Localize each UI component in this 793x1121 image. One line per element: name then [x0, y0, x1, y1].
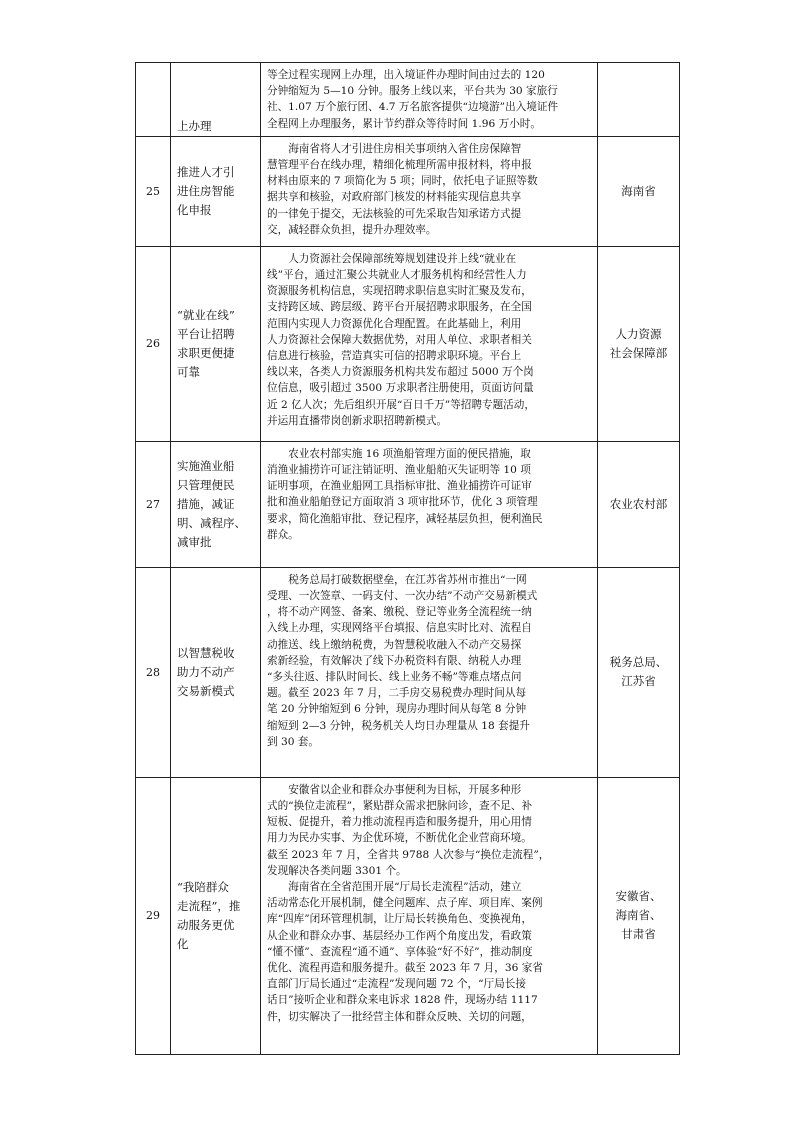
table-row [136, 567, 680, 777]
responsible-unit: 海南省 [621, 183, 656, 198]
item-title: 上办理 [177, 118, 212, 133]
responsible-unit-cell [598, 246, 680, 441]
responsible-unit-cell [598, 136, 680, 246]
description-paragraph: 安徽省以企业和群众办事便利为目标，开展多种形 式的“换位走流程”，紧贴群众需求把脉问诊，查不足、补 短板、促提升，着力推动流程再造和服务提升，用心用情 用力为民办实事、为企优环境，不断优化企业营商环境。 截至 2023 年 7 月，全省共 9788 人次参与“换位走流程”， 发现解决各类问题 3301 个。 [267, 783, 550, 877]
row-number-cell [136, 567, 171, 777]
responsible-unit-cell [598, 777, 680, 1054]
description-paragraph: 农业农村部实施 16 项渔船管理方面的便民措施，取 消渔业捕捞许可证注销证明、渔业船舶灭失证明等 10 项 证明事项，在渔业船网工具指标审批、渔业捕捞许可证审 批和渔业船舶登记方面取消 3 项审批环节，优化 3 项管理 要求，简化渔船审批、登记程序，减轻基层负担，便利渔民 群众。 [267, 447, 543, 541]
row-number-cell [136, 441, 171, 567]
table-row [136, 246, 680, 441]
description-cell [261, 567, 598, 777]
item-title: “就业在线” 平台让招聘 求职更便捷 可靠 [177, 307, 235, 379]
responsible-unit: 安徽省、 海南省、 甘肃省 [615, 889, 662, 942]
item-title-cell [171, 567, 261, 777]
row-number: 29 [146, 909, 160, 923]
item-title-cell [171, 246, 261, 441]
description-cell [261, 777, 598, 1054]
responsible-unit-cell [598, 63, 680, 137]
responsible-unit: 人力资源 社会保障部 [609, 326, 668, 360]
item-title: “我陪群众 走流程”，推 动服务更优 化 [177, 879, 241, 951]
description-cell [261, 441, 598, 567]
responsible-unit-cell [598, 441, 680, 567]
item-title: 推进人才引 进住房智能 化申报 [177, 164, 235, 217]
item-title-cell [171, 441, 261, 567]
row-number-cell [136, 777, 171, 1054]
description-cell [261, 246, 598, 441]
policy-case-table [135, 62, 680, 1055]
item-title-cell [171, 63, 261, 137]
description-paragraph: 人力资源社会保障部统筹规划建设并上线“就业在 线”平台，通过汇聚公共就业人才服务机构和经营性人力 资源服务机构信息，实现招聘求职信息实时汇聚及发布， 支持跨区域、跨层级、跨平台开展招聘求职服务，在全国 范围内实现人力资源优化合理配置。在此基础上，利用 人力资源社会保障大数据优势，对用人单位、求职者相关 信息进行核验，营造真实可信的招聘求职环境。平台上 线以来，各类人力资源服务机构共发布超过 5000 万个岗 位信息，吸引超过 3500 万求职者注册使用，页面访问量 近 2 亿人次；先后组织开展“百日千万”等招聘专题活动， 并运用直播带岗创新求职招聘新模式。 [267, 252, 535, 427]
row-number: 28 [146, 665, 160, 679]
table-row [136, 63, 680, 137]
description-paragraph: 海南省将人才引进住房相关事项纳入省住房保障智 慧管理平台在线办理，精细化梳理所需申报材料，将申报 材料由原来的 7 项简化为 5 项；同时，依托电子证照等数 据共享和核验，对政府部门核发的材料能实现信息共享 的一律免于提交，无法核验的可先采取告知承诺方式提 交，减轻群众负担，提升办理效率。 [267, 142, 538, 236]
item-title-cell [171, 777, 261, 1054]
description-paragraph: 等全过程实现网上办理，出入境证件办理时间由过去的 120 分钟缩短为 5—10 分钟。服务上线以来，平台共为 30 家旅行 社、1.07 万个旅行团、4.7 万名旅客提供“边境游”出入境证件 全程网上办理服务，累计节约群众等待时间 1.96 万小时。 [267, 69, 559, 130]
row-number-cell [136, 63, 171, 137]
table-row [136, 777, 680, 1054]
row-number: 26 [146, 337, 160, 351]
description-paragraph: 海南省在全省范围开展“厅局长走流程”活动，建立 活动常态化开展机制，健全问题库、点子库、项目库、案例 库“四库”闭环管理机制，让厅局长转换角色、变换视角， 从企业和群众办事、基层经办工作两个角度出发，看政策 “懂不懂”、查流程“通不通”、享体验“好不好”，推动制度 优化、流程再造和服务提升。截至 2023 年 7 月，36 家省 直部门厅局长通过“走流程”发现问题 72 个，“厅局长接 话日”接听企业和群众来电诉求 1828 件，现场办结 1117 件，切实解决了一批经营主体和群众反映、关切的问题， [267, 881, 543, 1023]
row-number: 27 [146, 497, 160, 511]
item-title: 以智慧税收 助力不动产 交易新模式 [177, 645, 235, 698]
responsible-unit: 税务总局、 江苏省 [609, 655, 668, 689]
row-number-cell [136, 246, 171, 441]
row-number: 25 [146, 184, 160, 198]
row-number-cell [136, 136, 171, 246]
item-title: 实施渔业船 只管理便民 措施，减证 明、减程序、 减审批 [177, 458, 246, 549]
item-title-cell [171, 136, 261, 246]
description-cell [261, 136, 598, 246]
description-cell [261, 63, 598, 137]
responsible-unit: 农业农村部 [609, 496, 668, 511]
table-row [136, 441, 680, 567]
responsible-unit-cell [598, 567, 680, 777]
description-paragraph: 税务总局打破数据壁垒，在江苏省苏州市推出“一网 受理、一次签章、一码支付、一次办结”不动产交易新模式 ，将不动产网签、备案、缴税、登记等业务全流程统一纳 入线上办理，实现网络平台填报、信息实时比对、流程自 动推送、线上缴纳税费，为智慧税收融入不动产交易探 索新经验，有效解决了线下办税资料有限、纳税人办理 “多头往返、排队时间长、线上业务不畅”等难点堵点问 题。截至 2023 年 7 月，二手房交易税费办理时间从每 笔 20 分钟缩短到 6 分钟，现房办理时间从每笔 8 分钟 缩短到 2—3 分钟，税务机关人均日办理量从 18 套提升 到 30 套。 [267, 573, 538, 748]
table-row [136, 136, 680, 246]
